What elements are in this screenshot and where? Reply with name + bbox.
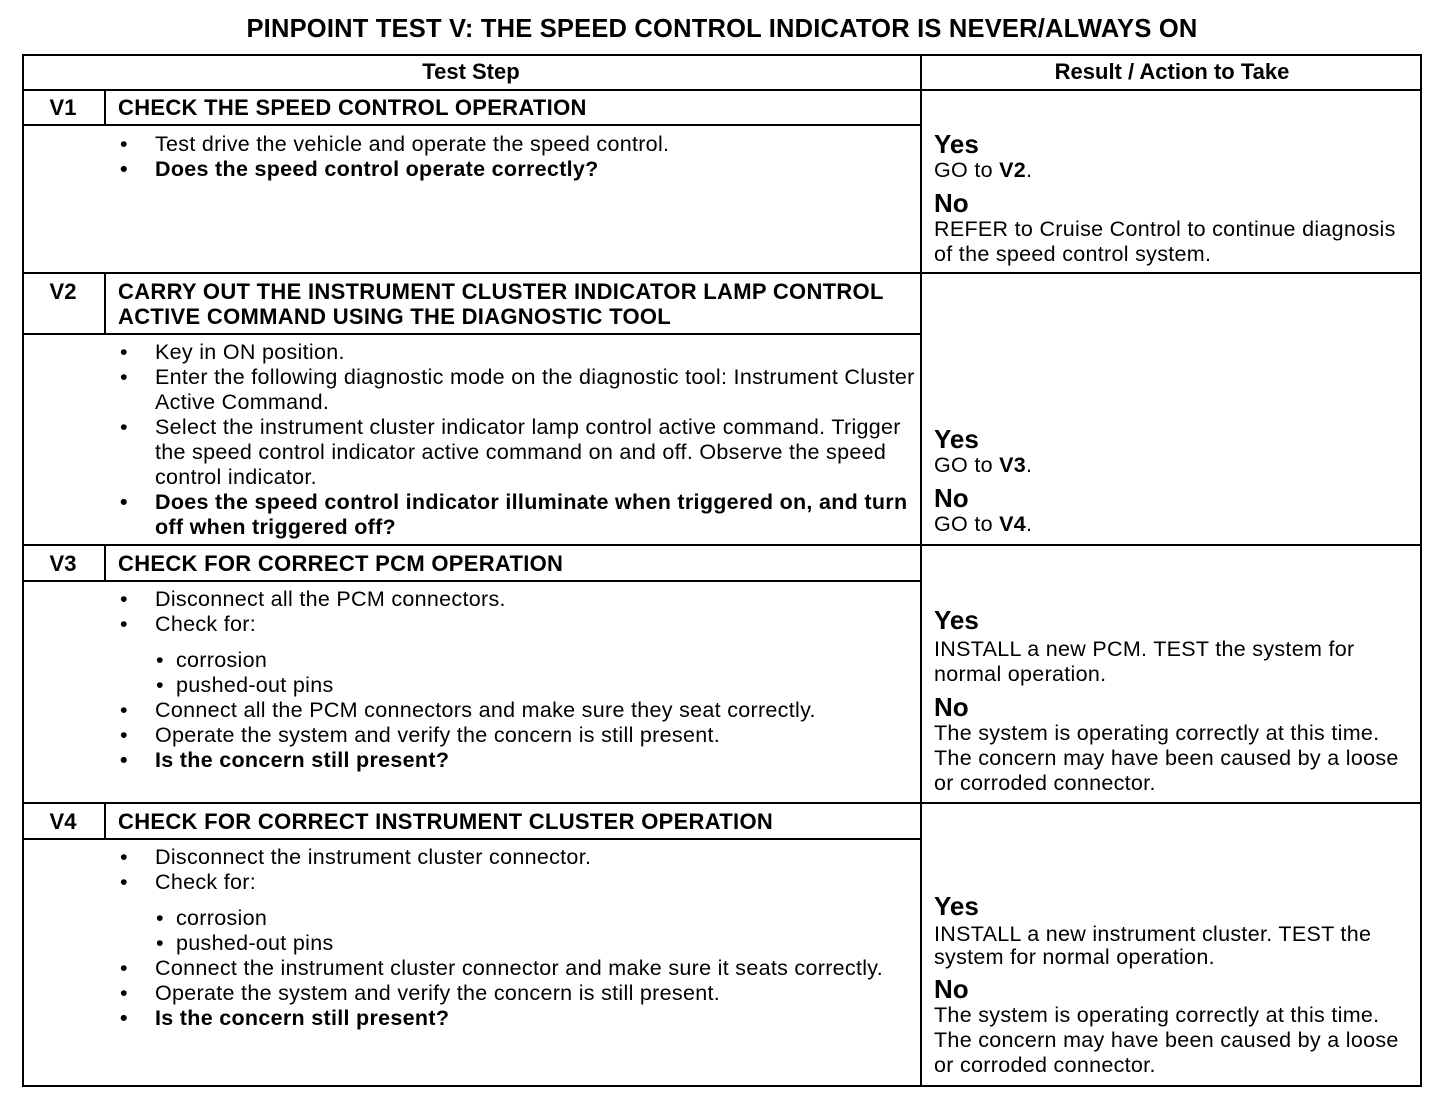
step-id-divider [104, 546, 106, 582]
yes-label: Yes [934, 424, 979, 454]
step-id-divider [104, 804, 106, 840]
sub-list-item: • corrosion [155, 906, 918, 931]
list-item: • Connect the instrument cluster connector and make sure it seats correctly. [118, 956, 918, 981]
column-divider [920, 54, 922, 1087]
yes-label: Yes [934, 129, 979, 159]
list-item: • Does the speed control operate correctly? [118, 157, 918, 182]
no-action: GO to V4. [934, 512, 1033, 536]
step-v2-result [934, 425, 1414, 543]
sub-list-item: • pushed-out pins [155, 931, 918, 956]
step-id: V2 [49, 279, 77, 304]
list-item: • Connect all the PCM connectors and make sure they seat correctly. [118, 698, 918, 723]
step-separator [22, 802, 1422, 804]
step-title: CARRY OUT THE INSTRUMENT CLUSTER INDICATOR LAMP CONTROL ACTIVE COMMAND USING THE DIAGNOSTIC TOOL [118, 279, 884, 329]
sub-list-item: • pushed-out pins [155, 673, 918, 698]
list-item: • Select the instrument cluster indicator lamp control active command. Trigger the speed control indicator active command on and off. Observe the speed control indicator. [118, 415, 918, 490]
list-item: • Operate the system and verify the concern is still present. [118, 981, 918, 1006]
yes-action: INSTALL a new instrument cluster. TEST the system for normal operation. [934, 922, 1372, 969]
step-title-divider [22, 838, 920, 840]
header-test-step: Test Step [422, 59, 520, 84]
no-action: The system is operating correctly at this time. The concern may have been caused by a loose or corroded connector. [934, 721, 1399, 795]
step-title: CHECK FOR CORRECT PCM OPERATION [118, 551, 564, 576]
step-v3-result [934, 606, 1414, 802]
sub-list-item: • corrosion [155, 648, 918, 673]
list-item: • Disconnect all the PCM connectors. [118, 587, 918, 612]
step-v3-instructions [118, 587, 918, 773]
list-item: • Operate the system and verify the concern is still present. [118, 723, 918, 748]
no-label: No [934, 483, 969, 513]
step-v1-result [934, 130, 1414, 273]
no-label: No [934, 188, 969, 218]
step-v4-instructions [118, 845, 918, 1031]
list-item: • Test drive the vehicle and operate the speed control. [118, 132, 918, 157]
step-v1-instructions [118, 132, 918, 182]
yes-action: GO to V2. [934, 158, 1033, 182]
list-item: • Is the concern still present? [118, 748, 918, 773]
step-id: V1 [49, 95, 77, 120]
yes-label: Yes [934, 891, 979, 921]
step-separator [22, 272, 1422, 274]
step-v4-result [934, 892, 1414, 1084]
sub-list [155, 906, 918, 956]
step-separator [22, 544, 1422, 546]
no-label: No [934, 692, 969, 722]
header-divider [22, 89, 1422, 91]
list-item: • Key in ON position. [118, 340, 918, 365]
step-id-divider [104, 274, 106, 335]
list-item: • Check for: • corrosion • pushed-out pins [118, 612, 918, 698]
step-id: V3 [49, 551, 77, 576]
pinpoint-test-table [22, 54, 1422, 1087]
page-title: PINPOINT TEST V: THE SPEED CONTROL INDICATOR IS NEVER/ALWAYS ON [246, 15, 1198, 43]
step-title-divider [22, 333, 920, 335]
yes-label: Yes [934, 605, 979, 635]
list-item: • Does the speed control indicator illuminate when triggered on, and turn off when triggered off? [118, 490, 918, 540]
no-action: REFER to Cruise Control to continue diagnosis of the speed control system. [934, 217, 1396, 266]
sub-list [155, 648, 918, 698]
step-title-divider [22, 124, 920, 126]
list-item: • Disconnect the instrument cluster connector. [118, 845, 918, 870]
yes-action: INSTALL a new PCM. TEST the system for normal operation. [934, 637, 1355, 686]
yes-action: GO to V3. [934, 453, 1033, 477]
step-title: CHECK THE SPEED CONTROL OPERATION [118, 95, 587, 120]
list-item: • Check for: • corrosion • pushed-out pins [118, 870, 918, 956]
step-title-divider [22, 580, 920, 582]
no-action: The system is operating correctly at this time. The concern may have been caused by a loose or corroded connector. [934, 1003, 1399, 1077]
step-v2-instructions [118, 340, 918, 540]
step-id-divider [104, 90, 106, 126]
header-result-action: Result / Action to Take [1054, 59, 1290, 84]
no-label: No [934, 974, 969, 1004]
list-item: • Is the concern still present? [118, 1006, 918, 1031]
step-title: CHECK FOR CORRECT INSTRUMENT CLUSTER OPERATION [118, 809, 774, 834]
list-item: • Enter the following diagnostic mode on the diagnostic tool: Instrument Cluster Active Command. [118, 365, 918, 415]
step-id: V4 [49, 809, 77, 834]
